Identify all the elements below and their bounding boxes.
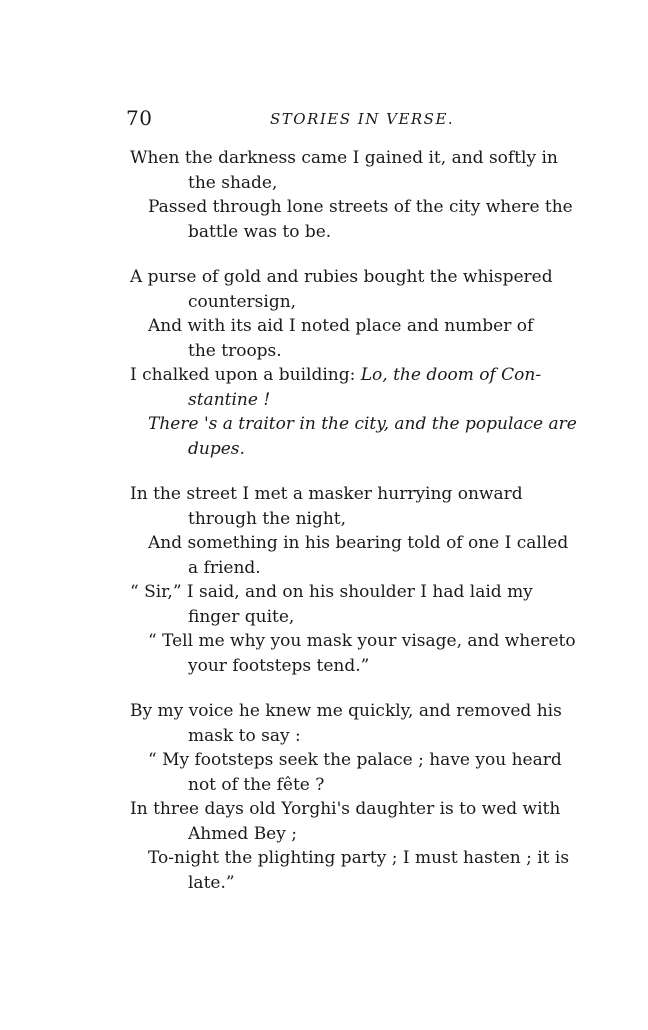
verse-text: “ Sir,” I said, and on his shoulder I had laid my [130, 582, 533, 602]
verse-line [130, 797, 580, 846]
verse-text: To-night the plighting party ; I must hasten ; it is [148, 848, 570, 868]
verse-continuation: through the night, [188, 508, 347, 529]
verse-text [130, 363, 580, 388]
verse-continuation: not of the fête ? [188, 774, 325, 795]
poem-body [130, 146, 580, 916]
verse-line [130, 699, 580, 748]
verse-text: “ My footsteps seek the palace ; have you heard [148, 750, 562, 770]
verse-continuation: finger quite, [188, 606, 295, 627]
verse-text: “ Tell me why you mask your visage, and whereto [148, 631, 576, 651]
verse-line [130, 748, 580, 797]
stanza-1 [130, 146, 580, 244]
verse-continuation: countersign, [188, 291, 297, 312]
verse-text: And with its aid I noted place and number of [148, 316, 534, 336]
verse-line [130, 580, 580, 629]
verse-continuation: the troops. [188, 340, 282, 361]
verse-line [130, 629, 580, 678]
verse-continuation: dupes. [188, 438, 245, 459]
page-number: 70 [126, 106, 153, 130]
verse-text: By my voice he knew me quickly, and removed his [130, 701, 562, 721]
verse-line [130, 314, 580, 363]
verse-text: There 's a traitor in the city, and the populace are [148, 414, 577, 434]
verse-line [130, 846, 580, 895]
verse-continuation: the shade, [188, 172, 278, 193]
verse-text: When the darkness came I gained it, and softly in [130, 148, 558, 168]
running-head: STORIES IN VERSE. [270, 110, 455, 128]
verse-continuation: mask to say : [188, 725, 301, 746]
verse-text: In three days old Yorghi's daughter is to wed with [130, 799, 561, 819]
verse-text: In the street I met a masker hurrying onward [130, 484, 523, 504]
chalked-inscription: Lo, the doom of Con- [360, 365, 542, 385]
verse-line [130, 363, 580, 412]
verse-continuation: a friend. [188, 557, 261, 578]
stanza-3 [130, 482, 580, 678]
verse-line [130, 412, 580, 461]
verse-line [130, 146, 580, 195]
verse-line [130, 195, 580, 244]
stanza-4 [130, 699, 580, 895]
verse-text-roman: I chalked upon a building: [130, 365, 361, 385]
verse-continuation: your footsteps tend.” [188, 655, 370, 676]
verse-continuation: late.” [188, 872, 235, 893]
verse-line [130, 265, 580, 314]
verse-line [130, 482, 580, 531]
verse-text: And something in his bearing told of one I called [148, 533, 569, 553]
verse-continuation: stantine ! [188, 389, 271, 410]
verse-line [130, 531, 580, 580]
stanza-2 [130, 265, 580, 461]
verse-continuation: battle was to be. [188, 221, 332, 242]
verse-continuation: Ahmed Bey ; [188, 823, 297, 844]
verse-text: Passed through lone streets of the city where the [148, 197, 573, 217]
verse-text: A purse of gold and rubies bought the whispered [130, 267, 553, 287]
